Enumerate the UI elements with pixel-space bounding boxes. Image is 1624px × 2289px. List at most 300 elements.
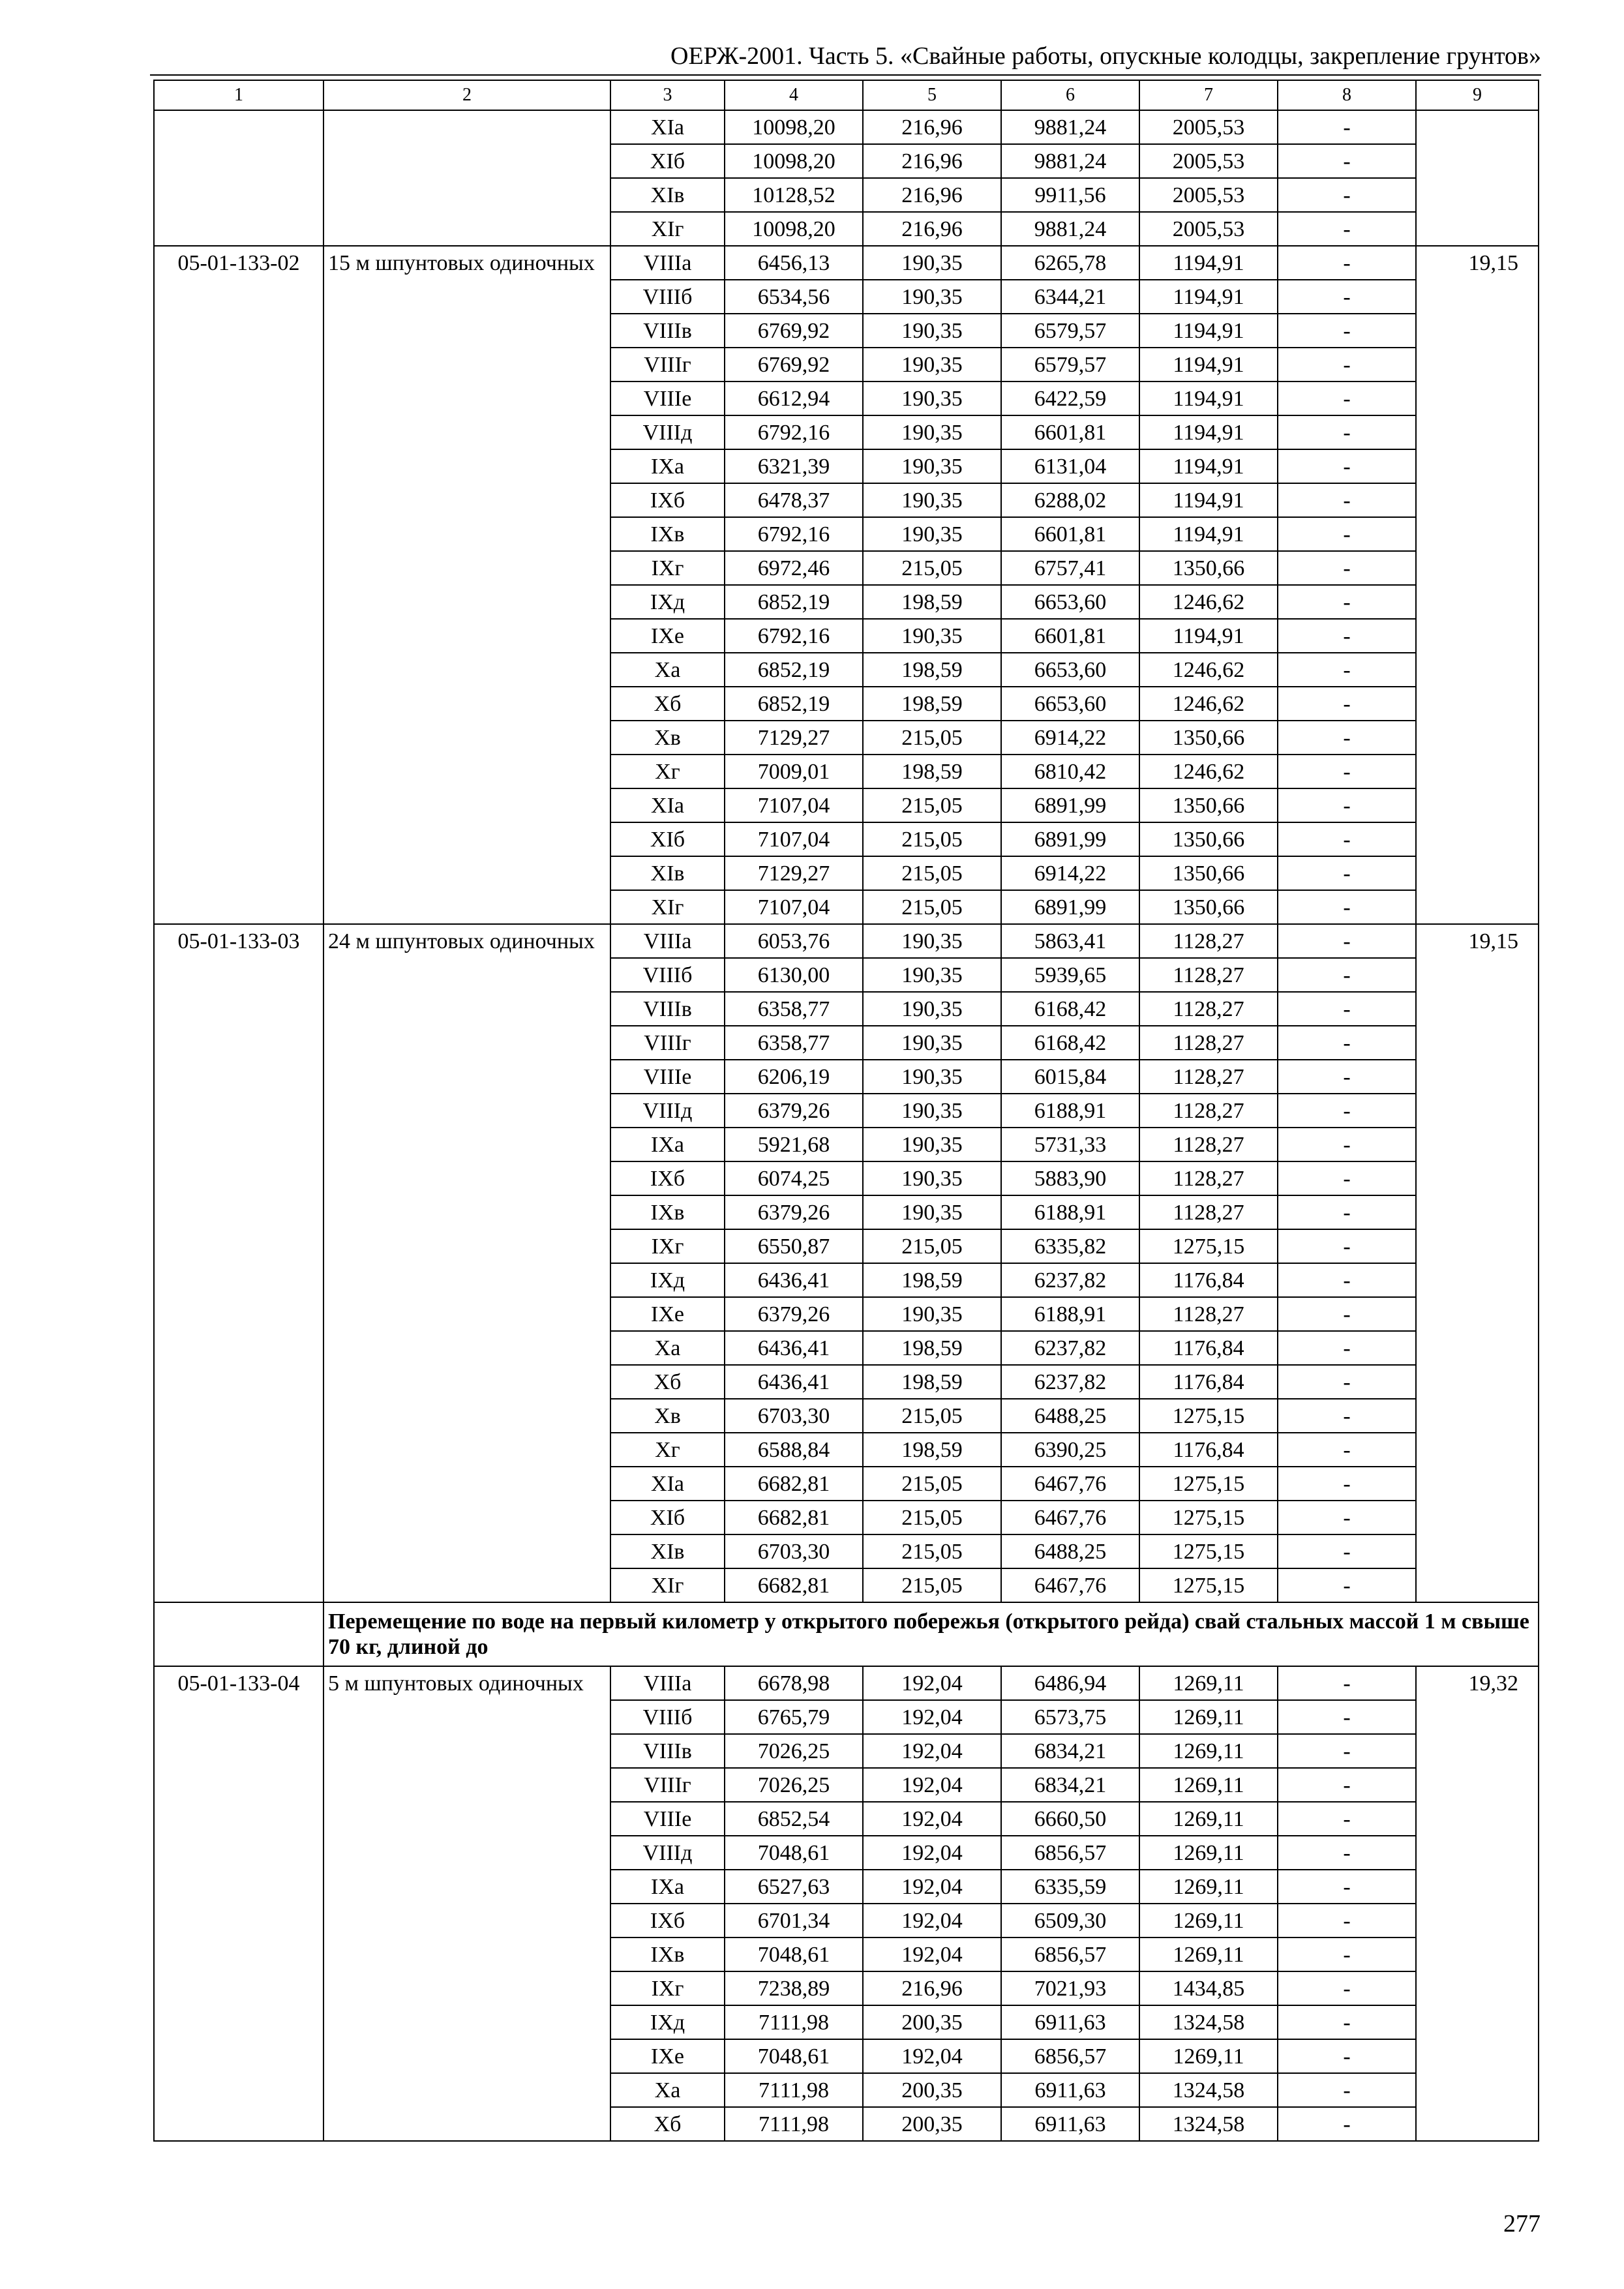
machinery-cell: 6834,21 bbox=[1001, 1768, 1139, 1802]
section-heading: Перемещение по воде на первый километр у открытого побережья (открытого рейда) свай стальных массой 1 м свыше 70 кг, длиной до bbox=[323, 1602, 1539, 1666]
operator-wages-cell: 1275,15 bbox=[1139, 1501, 1278, 1534]
wages-cell: 192,04 bbox=[863, 1870, 1001, 1904]
zone-cell: VIIIд bbox=[610, 1836, 725, 1870]
machinery-cell: 6237,82 bbox=[1001, 1263, 1139, 1297]
column-number: 8 bbox=[1278, 80, 1416, 110]
wages-cell: 198,59 bbox=[863, 653, 1001, 687]
total-cost-cell: 7026,25 bbox=[725, 1768, 863, 1802]
materials-cell: - bbox=[1278, 992, 1416, 1026]
total-cost-cell: 6972,46 bbox=[725, 551, 863, 585]
machinery-cell: 6891,99 bbox=[1001, 822, 1139, 856]
wages-cell: 192,04 bbox=[863, 1666, 1001, 1700]
zone-cell: Xа bbox=[610, 2073, 725, 2107]
operator-wages-cell: 1194,91 bbox=[1139, 483, 1278, 517]
machinery-cell: 6422,59 bbox=[1001, 382, 1139, 415]
total-cost-cell: 6588,84 bbox=[725, 1433, 863, 1467]
operator-wages-cell: 1269,11 bbox=[1139, 1666, 1278, 1700]
total-cost-cell: 6436,41 bbox=[725, 1331, 863, 1365]
header-rule bbox=[150, 74, 1541, 76]
wages-cell: 190,35 bbox=[863, 415, 1001, 449]
machinery-cell: 6509,30 bbox=[1001, 1904, 1139, 1937]
zone-cell: IXе bbox=[610, 1297, 725, 1331]
total-cost-cell: 7026,25 bbox=[725, 1734, 863, 1768]
operator-wages-cell: 1324,58 bbox=[1139, 2073, 1278, 2107]
materials-cell: - bbox=[1278, 144, 1416, 178]
materials-cell: - bbox=[1278, 1060, 1416, 1094]
operator-wages-cell: 1269,11 bbox=[1139, 1836, 1278, 1870]
wages-cell: 215,05 bbox=[863, 1501, 1001, 1534]
zone-cell: Xв bbox=[610, 1399, 725, 1433]
total-cost-cell: 7111,98 bbox=[725, 2107, 863, 2141]
total-cost-cell: 7238,89 bbox=[725, 1971, 863, 2005]
operator-wages-cell: 1269,11 bbox=[1139, 1802, 1278, 1836]
total-cost-cell: 6379,26 bbox=[725, 1094, 863, 1128]
total-cost-cell: 6206,19 bbox=[725, 1060, 863, 1094]
wages-cell: 198,59 bbox=[863, 1433, 1001, 1467]
machinery-cell: 6810,42 bbox=[1001, 755, 1139, 788]
total-cost-cell: 6527,63 bbox=[725, 1870, 863, 1904]
operator-wages-cell: 1194,91 bbox=[1139, 415, 1278, 449]
total-cost-cell: 6074,25 bbox=[725, 1161, 863, 1195]
zone-cell: XIг bbox=[610, 890, 725, 924]
machinery-cell: 6891,99 bbox=[1001, 788, 1139, 822]
materials-cell: - bbox=[1278, 1768, 1416, 1802]
operator-wages-cell: 1246,62 bbox=[1139, 653, 1278, 687]
total-cost-cell: 6456,13 bbox=[725, 246, 863, 280]
machinery-cell: 6856,57 bbox=[1001, 1937, 1139, 1971]
materials-cell: - bbox=[1278, 551, 1416, 585]
operator-wages-cell: 1434,85 bbox=[1139, 1971, 1278, 2005]
zone-cell: IXб bbox=[610, 1161, 725, 1195]
zone-cell: VIIIг bbox=[610, 1026, 725, 1060]
total-cost-cell: 6358,77 bbox=[725, 992, 863, 1026]
zone-cell: Xв bbox=[610, 721, 725, 755]
zone-cell: VIIIб bbox=[610, 1700, 725, 1734]
table-row bbox=[154, 246, 1539, 280]
total-cost-cell: 7048,61 bbox=[725, 1937, 863, 1971]
zone-cell: XIб bbox=[610, 1501, 725, 1534]
materials-cell: - bbox=[1278, 890, 1416, 924]
machinery-cell: 6188,91 bbox=[1001, 1094, 1139, 1128]
machinery-cell: 6891,99 bbox=[1001, 890, 1139, 924]
machinery-cell: 6188,91 bbox=[1001, 1297, 1139, 1331]
wages-cell: 190,35 bbox=[863, 992, 1001, 1026]
zone-cell: VIIIд bbox=[610, 415, 725, 449]
zone-cell: Xа bbox=[610, 653, 725, 687]
zone-cell: VIIIг bbox=[610, 348, 725, 382]
zone-cell: XIг bbox=[610, 212, 725, 246]
total-cost-cell: 6436,41 bbox=[725, 1365, 863, 1399]
zone-cell: VIIIв bbox=[610, 314, 725, 348]
zone-cell: IXв bbox=[610, 1937, 725, 1971]
wages-cell: 190,35 bbox=[863, 1026, 1001, 1060]
section-row bbox=[154, 1602, 1539, 1666]
machinery-cell: 6467,76 bbox=[1001, 1467, 1139, 1501]
zone-cell: VIIIв bbox=[610, 1734, 725, 1768]
machinery-cell: 5731,33 bbox=[1001, 1128, 1139, 1161]
operator-wages-cell: 1275,15 bbox=[1139, 1568, 1278, 1602]
labor-cost-cell: 19,15 bbox=[1416, 924, 1539, 1602]
price-table bbox=[153, 80, 1539, 2142]
wages-cell: 190,35 bbox=[863, 246, 1001, 280]
operator-wages-cell: 1128,27 bbox=[1139, 992, 1278, 1026]
materials-cell: - bbox=[1278, 1904, 1416, 1937]
materials-cell: - bbox=[1278, 958, 1416, 992]
wages-cell: 215,05 bbox=[863, 1229, 1001, 1263]
zone-cell: IXа bbox=[610, 449, 725, 483]
wages-cell: 190,35 bbox=[863, 314, 1001, 348]
wages-cell: 200,35 bbox=[863, 2005, 1001, 2039]
total-cost-cell: 7129,27 bbox=[725, 856, 863, 890]
rate-code: 05-01-133-03 bbox=[154, 924, 323, 1602]
operator-wages-cell: 1194,91 bbox=[1139, 246, 1278, 280]
machinery-cell: 6467,76 bbox=[1001, 1501, 1139, 1534]
materials-cell: - bbox=[1278, 1399, 1416, 1433]
total-cost-cell: 10098,20 bbox=[725, 110, 863, 144]
zone-cell: XIв bbox=[610, 1534, 725, 1568]
operator-wages-cell: 1350,66 bbox=[1139, 822, 1278, 856]
operator-wages-cell: 1128,27 bbox=[1139, 1094, 1278, 1128]
rate-description: 15 м шпунтовых одиночных bbox=[323, 246, 610, 924]
zone-cell: XIа bbox=[610, 788, 725, 822]
wages-cell: 198,59 bbox=[863, 1365, 1001, 1399]
wages-cell: 190,35 bbox=[863, 449, 1001, 483]
zone-cell: XIа bbox=[610, 1467, 725, 1501]
materials-cell: - bbox=[1278, 1026, 1416, 1060]
operator-wages-cell: 1194,91 bbox=[1139, 382, 1278, 415]
machinery-cell: 6911,63 bbox=[1001, 2107, 1139, 2141]
total-cost-cell: 7107,04 bbox=[725, 788, 863, 822]
wages-cell: 192,04 bbox=[863, 1700, 1001, 1734]
wages-cell: 215,05 bbox=[863, 1467, 1001, 1501]
operator-wages-cell: 2005,53 bbox=[1139, 110, 1278, 144]
wages-cell: 215,05 bbox=[863, 1534, 1001, 1568]
operator-wages-cell: 1246,62 bbox=[1139, 687, 1278, 721]
materials-cell: - bbox=[1278, 110, 1416, 144]
total-cost-cell: 6379,26 bbox=[725, 1297, 863, 1331]
total-cost-cell: 6550,87 bbox=[725, 1229, 863, 1263]
operator-wages-cell: 1128,27 bbox=[1139, 1297, 1278, 1331]
wages-cell: 190,35 bbox=[863, 517, 1001, 551]
materials-cell: - bbox=[1278, 178, 1416, 212]
wages-cell: 215,05 bbox=[863, 1399, 1001, 1433]
machinery-cell: 6015,84 bbox=[1001, 1060, 1139, 1094]
total-cost-cell: 6436,41 bbox=[725, 1263, 863, 1297]
wages-cell: 198,59 bbox=[863, 1263, 1001, 1297]
operator-wages-cell: 1350,66 bbox=[1139, 890, 1278, 924]
zone-cell: Xб bbox=[610, 687, 725, 721]
rate-description: 5 м шпунтовых одиночных bbox=[323, 1666, 610, 2141]
operator-wages-cell: 1128,27 bbox=[1139, 1195, 1278, 1229]
operator-wages-cell: 1350,66 bbox=[1139, 551, 1278, 585]
zone-cell: XIв bbox=[610, 856, 725, 890]
total-cost-cell: 6321,39 bbox=[725, 449, 863, 483]
zone-cell: VIIIг bbox=[610, 1768, 725, 1802]
wages-cell: 215,05 bbox=[863, 788, 1001, 822]
rate-code: 05-01-133-04 bbox=[154, 1666, 323, 2141]
machinery-cell: 6911,63 bbox=[1001, 2073, 1139, 2107]
total-cost-cell: 6852,19 bbox=[725, 653, 863, 687]
materials-cell: - bbox=[1278, 449, 1416, 483]
materials-cell: - bbox=[1278, 1836, 1416, 1870]
rate-description bbox=[323, 110, 610, 246]
operator-wages-cell: 1176,84 bbox=[1139, 1263, 1278, 1297]
zone-cell: IXв bbox=[610, 517, 725, 551]
zone-cell: VIIIе bbox=[610, 1802, 725, 1836]
machinery-cell: 5939,65 bbox=[1001, 958, 1139, 992]
wages-cell: 190,35 bbox=[863, 280, 1001, 314]
total-cost-cell: 6682,81 bbox=[725, 1501, 863, 1534]
operator-wages-cell: 1275,15 bbox=[1139, 1534, 1278, 1568]
wages-cell: 198,59 bbox=[863, 687, 1001, 721]
operator-wages-cell: 1194,91 bbox=[1139, 280, 1278, 314]
total-cost-cell: 10098,20 bbox=[725, 144, 863, 178]
zone-cell: IXб bbox=[610, 1904, 725, 1937]
table-body bbox=[154, 80, 1539, 2141]
operator-wages-cell: 1324,58 bbox=[1139, 2005, 1278, 2039]
wages-cell: 190,35 bbox=[863, 1094, 1001, 1128]
materials-cell: - bbox=[1278, 1870, 1416, 1904]
operator-wages-cell: 1350,66 bbox=[1139, 721, 1278, 755]
zone-cell: IXе bbox=[610, 619, 725, 653]
machinery-cell: 6335,82 bbox=[1001, 1229, 1139, 1263]
operator-wages-cell: 1269,11 bbox=[1139, 1734, 1278, 1768]
materials-cell: - bbox=[1278, 1094, 1416, 1128]
wages-cell: 192,04 bbox=[863, 1836, 1001, 1870]
wages-cell: 192,04 bbox=[863, 2039, 1001, 2073]
wages-cell: 190,35 bbox=[863, 958, 1001, 992]
wages-cell: 200,35 bbox=[863, 2107, 1001, 2141]
zone-cell: XIб bbox=[610, 144, 725, 178]
materials-cell: - bbox=[1278, 280, 1416, 314]
table-row bbox=[154, 1666, 1539, 1700]
total-cost-cell: 6852,19 bbox=[725, 687, 863, 721]
wages-cell: 198,59 bbox=[863, 1331, 1001, 1365]
total-cost-cell: 6765,79 bbox=[725, 1700, 863, 1734]
wages-cell: 198,59 bbox=[863, 585, 1001, 619]
zone-cell: VIIIе bbox=[610, 382, 725, 415]
column-number-row bbox=[154, 80, 1539, 110]
machinery-cell: 6168,42 bbox=[1001, 992, 1139, 1026]
operator-wages-cell: 1350,66 bbox=[1139, 856, 1278, 890]
materials-cell: - bbox=[1278, 2039, 1416, 2073]
materials-cell: - bbox=[1278, 1128, 1416, 1161]
materials-cell: - bbox=[1278, 721, 1416, 755]
wages-cell: 190,35 bbox=[863, 382, 1001, 415]
materials-cell: - bbox=[1278, 2073, 1416, 2107]
total-cost-cell: 6792,16 bbox=[725, 619, 863, 653]
machinery-cell: 6131,04 bbox=[1001, 449, 1139, 483]
machinery-cell: 6573,75 bbox=[1001, 1700, 1139, 1734]
zone-cell: IXв bbox=[610, 1195, 725, 1229]
total-cost-cell: 7107,04 bbox=[725, 890, 863, 924]
rate-code: 05-01-133-02 bbox=[154, 246, 323, 924]
materials-cell: - bbox=[1278, 1433, 1416, 1467]
zone-cell: Xг bbox=[610, 1433, 725, 1467]
zone-cell: XIг bbox=[610, 1568, 725, 1602]
total-cost-cell: 7129,27 bbox=[725, 721, 863, 755]
materials-cell: - bbox=[1278, 585, 1416, 619]
machinery-cell: 6660,50 bbox=[1001, 1802, 1139, 1836]
operator-wages-cell: 1194,91 bbox=[1139, 619, 1278, 653]
wages-cell: 192,04 bbox=[863, 1904, 1001, 1937]
machinery-cell: 6344,21 bbox=[1001, 280, 1139, 314]
operator-wages-cell: 1269,11 bbox=[1139, 1937, 1278, 1971]
total-cost-cell: 6612,94 bbox=[725, 382, 863, 415]
machinery-cell: 6265,78 bbox=[1001, 246, 1139, 280]
wages-cell: 190,35 bbox=[863, 1195, 1001, 1229]
operator-wages-cell: 1350,66 bbox=[1139, 788, 1278, 822]
zone-cell: IXд bbox=[610, 1263, 725, 1297]
materials-cell: - bbox=[1278, 382, 1416, 415]
operator-wages-cell: 1269,11 bbox=[1139, 1870, 1278, 1904]
column-number: 6 bbox=[1001, 80, 1139, 110]
column-number: 9 bbox=[1416, 80, 1539, 110]
page-header: ОЕРЖ-2001. Часть 5. «Свайные работы, опускные колодцы, закрепление грунтов» bbox=[670, 42, 1541, 70]
operator-wages-cell: 1246,62 bbox=[1139, 585, 1278, 619]
zone-cell: IXе bbox=[610, 2039, 725, 2073]
materials-cell: - bbox=[1278, 1195, 1416, 1229]
machinery-cell: 6579,57 bbox=[1001, 348, 1139, 382]
machinery-cell: 6486,94 bbox=[1001, 1666, 1139, 1700]
total-cost-cell: 6130,00 bbox=[725, 958, 863, 992]
operator-wages-cell: 1128,27 bbox=[1139, 1060, 1278, 1094]
machinery-cell: 7021,93 bbox=[1001, 1971, 1139, 2005]
wages-cell: 216,96 bbox=[863, 212, 1001, 246]
zone-cell: XIб bbox=[610, 822, 725, 856]
materials-cell: - bbox=[1278, 1971, 1416, 2005]
zone-cell: IXд bbox=[610, 2005, 725, 2039]
total-cost-cell: 7009,01 bbox=[725, 755, 863, 788]
total-cost-cell: 7048,61 bbox=[725, 2039, 863, 2073]
machinery-cell: 9881,24 bbox=[1001, 110, 1139, 144]
wages-cell: 192,04 bbox=[863, 1802, 1001, 1836]
operator-wages-cell: 1128,27 bbox=[1139, 924, 1278, 958]
zone-cell: Xг bbox=[610, 755, 725, 788]
labor-cost-cell bbox=[1416, 110, 1539, 246]
operator-wages-cell: 1128,27 bbox=[1139, 1026, 1278, 1060]
operator-wages-cell: 1194,91 bbox=[1139, 314, 1278, 348]
machinery-cell: 6653,60 bbox=[1001, 687, 1139, 721]
zone-cell: IXа bbox=[610, 1128, 725, 1161]
zone-cell: Xб bbox=[610, 1365, 725, 1399]
total-cost-cell: 6682,81 bbox=[725, 1467, 863, 1501]
rate-description: 24 м шпунтовых одиночных bbox=[323, 924, 610, 1602]
column-number: 3 bbox=[610, 80, 725, 110]
machinery-cell: 6757,41 bbox=[1001, 551, 1139, 585]
wages-cell: 216,96 bbox=[863, 178, 1001, 212]
labor-cost-cell: 19,15 bbox=[1416, 246, 1539, 924]
total-cost-cell: 6703,30 bbox=[725, 1399, 863, 1433]
zone-cell: Xб bbox=[610, 2107, 725, 2141]
total-cost-cell: 6379,26 bbox=[725, 1195, 863, 1229]
machinery-cell: 6601,81 bbox=[1001, 619, 1139, 653]
total-cost-cell: 6701,34 bbox=[725, 1904, 863, 1937]
operator-wages-cell: 2005,53 bbox=[1139, 144, 1278, 178]
machinery-cell: 5883,90 bbox=[1001, 1161, 1139, 1195]
wages-cell: 215,05 bbox=[863, 856, 1001, 890]
zone-cell: IXа bbox=[610, 1870, 725, 1904]
zone-cell: VIIIв bbox=[610, 992, 725, 1026]
total-cost-cell: 6792,16 bbox=[725, 415, 863, 449]
materials-cell: - bbox=[1278, 1802, 1416, 1836]
section-empty-cell bbox=[154, 1602, 323, 1666]
machinery-cell: 6188,91 bbox=[1001, 1195, 1139, 1229]
materials-cell: - bbox=[1278, 822, 1416, 856]
zone-cell: VIIIа bbox=[610, 924, 725, 958]
materials-cell: - bbox=[1278, 246, 1416, 280]
wages-cell: 216,96 bbox=[863, 1971, 1001, 2005]
operator-wages-cell: 2005,53 bbox=[1139, 178, 1278, 212]
zone-cell: Xа bbox=[610, 1331, 725, 1365]
materials-cell: - bbox=[1278, 1534, 1416, 1568]
operator-wages-cell: 1275,15 bbox=[1139, 1229, 1278, 1263]
table-row bbox=[154, 110, 1539, 144]
page-number: 277 bbox=[1503, 2210, 1541, 2237]
total-cost-cell: 6358,77 bbox=[725, 1026, 863, 1060]
zone-cell: VIIIд bbox=[610, 1094, 725, 1128]
machinery-cell: 6237,82 bbox=[1001, 1331, 1139, 1365]
materials-cell: - bbox=[1278, 1263, 1416, 1297]
wages-cell: 190,35 bbox=[863, 1128, 1001, 1161]
wages-cell: 215,05 bbox=[863, 890, 1001, 924]
total-cost-cell: 10128,52 bbox=[725, 178, 863, 212]
total-cost-cell: 6678,98 bbox=[725, 1666, 863, 1700]
total-cost-cell: 7111,98 bbox=[725, 2073, 863, 2107]
operator-wages-cell: 1128,27 bbox=[1139, 1161, 1278, 1195]
zone-cell: VIIIа bbox=[610, 246, 725, 280]
machinery-cell: 9881,24 bbox=[1001, 144, 1139, 178]
column-number: 4 bbox=[725, 80, 863, 110]
zone-cell: XIа bbox=[610, 110, 725, 144]
materials-cell: - bbox=[1278, 1331, 1416, 1365]
wages-cell: 190,35 bbox=[863, 483, 1001, 517]
zone-cell: IXд bbox=[610, 585, 725, 619]
total-cost-cell: 6852,54 bbox=[725, 1802, 863, 1836]
rate-code bbox=[154, 110, 323, 246]
operator-wages-cell: 1324,58 bbox=[1139, 2107, 1278, 2141]
total-cost-cell: 7048,61 bbox=[725, 1836, 863, 1870]
wages-cell: 190,35 bbox=[863, 619, 1001, 653]
machinery-cell: 6914,22 bbox=[1001, 856, 1139, 890]
wages-cell: 198,59 bbox=[863, 755, 1001, 788]
materials-cell: - bbox=[1278, 1467, 1416, 1501]
operator-wages-cell: 1275,15 bbox=[1139, 1467, 1278, 1501]
materials-cell: - bbox=[1278, 415, 1416, 449]
materials-cell: - bbox=[1278, 2107, 1416, 2141]
materials-cell: - bbox=[1278, 1700, 1416, 1734]
operator-wages-cell: 1246,62 bbox=[1139, 755, 1278, 788]
machinery-cell: 6335,59 bbox=[1001, 1870, 1139, 1904]
operator-wages-cell: 1176,84 bbox=[1139, 1365, 1278, 1399]
machinery-cell: 5863,41 bbox=[1001, 924, 1139, 958]
materials-cell: - bbox=[1278, 517, 1416, 551]
machinery-cell: 6911,63 bbox=[1001, 2005, 1139, 2039]
materials-cell: - bbox=[1278, 1365, 1416, 1399]
materials-cell: - bbox=[1278, 2005, 1416, 2039]
materials-cell: - bbox=[1278, 653, 1416, 687]
wages-cell: 215,05 bbox=[863, 1568, 1001, 1602]
machinery-cell: 6601,81 bbox=[1001, 415, 1139, 449]
machinery-cell: 6653,60 bbox=[1001, 585, 1139, 619]
operator-wages-cell: 1128,27 bbox=[1139, 1128, 1278, 1161]
machinery-cell: 6601,81 bbox=[1001, 517, 1139, 551]
wages-cell: 192,04 bbox=[863, 1937, 1001, 1971]
operator-wages-cell: 1194,91 bbox=[1139, 449, 1278, 483]
materials-cell: - bbox=[1278, 619, 1416, 653]
operator-wages-cell: 1194,91 bbox=[1139, 348, 1278, 382]
zone-cell: IXг bbox=[610, 551, 725, 585]
